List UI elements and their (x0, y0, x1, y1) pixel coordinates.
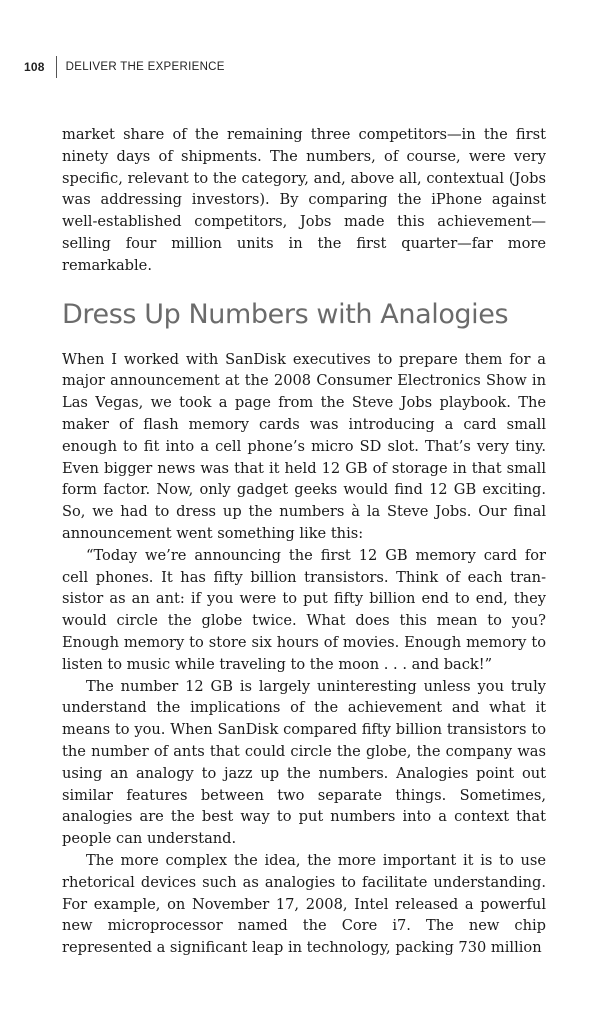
page-body (62, 124, 546, 959)
quote-paragraph: “Today we’re announcing the first 12 GB memory card for cell phones. It has fifty billion transistors. Think of each transistor as an ant: if you were to put fifty billion end to end, they would circle the globe twice. What does this mean to you? Enough memory to store six hours of movies. Enough memory to listen to music while traveling to the moon . . . and back!” (62, 546, 546, 673)
header-divider (56, 56, 57, 78)
page-number: 108 (24, 60, 45, 74)
running-title: DELIVER THE EXPERIENCE (65, 61, 225, 73)
section-heading: Dress Up Numbers with Analogies (62, 298, 509, 330)
running-head (24, 56, 225, 78)
continued-paragraph: market share of the remaining three competitors—in the first ninety days of shipments. The numbers, of course, were very specific, relevant to the category, and, above all, contextual (Jobs was addressing investors). By comparing the iPhone against well-established competitors, Jobs made this achievement—selling four million units in the first quarter—far more remarkable. (62, 126, 546, 274)
body-paragraph-4: The more complex the idea, the more important it is to use rhetorical devices such as analogies to facilitate understanding. For example, on November 17, 2008, Intel released a powerful new microprocessor named the Core i7. The new chip represented a significant leap in technology, packing 730 million (62, 851, 546, 957)
body-paragraph-1: When I worked with SanDisk executives to prepare them for a major announcement at the 2008 Consumer Electronics Show in Las Vegas, we took a page from the Steve Jobs playbook. The maker of flash memory cards was introducing a card small enough to fit into a cell phone’s micro SD slot. That’s very tiny. Even bigger news was that it held 12 GB of storage in that small form factor. Now, only gadget geeks would find 12 GB exciting. So, we had to dress up the numbers à la Steve Jobs. Our final announcement went something like this: (62, 350, 546, 542)
body-paragraph-3: The number 12 GB is largely uninteresting unless you truly understand the implications of the achievement and what it means to you. When SanDisk compared fifty billion transistors to the number of ants that could circle the globe, the company was using an analogy to jazz up the numbers. Analogies point out similar features between two separate things. Sometimes, analogies are the best way to put numbers into a context that people can understand. (62, 677, 546, 848)
